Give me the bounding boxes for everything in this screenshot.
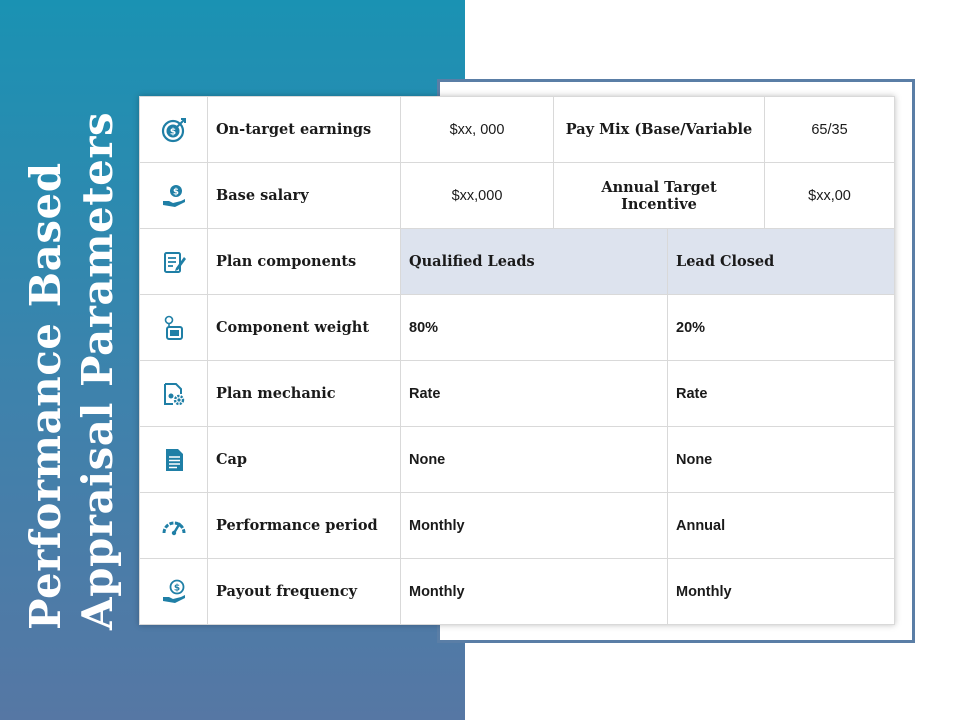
column-header: Qualified Leads xyxy=(401,229,668,295)
row-label: Plan mechanic xyxy=(208,361,401,427)
cell-value: 20% xyxy=(668,295,895,361)
document-gear-icon xyxy=(140,361,208,427)
cell-value: $xx, 000 xyxy=(401,97,554,163)
weight-scale-icon xyxy=(140,295,208,361)
cell-value: Monthly xyxy=(401,493,668,559)
hand-coin-icon xyxy=(140,163,208,229)
parameters-table xyxy=(139,96,895,625)
document-pen-icon xyxy=(140,229,208,295)
svg-text:$: $ xyxy=(169,127,176,137)
cell-value: 80% xyxy=(401,295,668,361)
cell-heading: Pay Mix (Base/Variable xyxy=(554,97,765,163)
hand-dollar-icon xyxy=(140,559,208,625)
target-dollar-icon xyxy=(140,97,208,163)
row-label: Base salary xyxy=(208,163,401,229)
table-row xyxy=(140,361,895,427)
row-label: Payout frequency xyxy=(208,559,401,625)
cell-heading: Annual Target Incentive xyxy=(554,163,765,229)
row-label: Plan components xyxy=(208,229,401,295)
table-row xyxy=(140,229,895,295)
svg-text:$: $ xyxy=(173,583,180,593)
row-label: On-target earnings xyxy=(208,97,401,163)
cell-value: Monthly xyxy=(401,559,668,625)
table-row xyxy=(140,559,895,625)
page-title xyxy=(20,70,130,630)
row-label: Component weight xyxy=(208,295,401,361)
cell-value: Rate xyxy=(668,361,895,427)
speedometer-icon xyxy=(140,493,208,559)
document-icon xyxy=(140,427,208,493)
title-line-1: Performance Based xyxy=(21,162,70,630)
column-header: Lead Closed xyxy=(668,229,895,295)
title-line-2: Appraisal Parameters xyxy=(73,111,122,630)
cell-value: $xx,00 xyxy=(765,163,895,229)
cell-value: None xyxy=(668,427,895,493)
cell-value: Monthly xyxy=(668,559,895,625)
cell-value: None xyxy=(401,427,668,493)
table-row xyxy=(140,493,895,559)
cell-value: Annual xyxy=(668,493,895,559)
cell-value: 65/35 xyxy=(765,97,895,163)
table-row xyxy=(140,427,895,493)
row-label: Cap xyxy=(208,427,401,493)
table-row xyxy=(140,97,895,163)
svg-text:$: $ xyxy=(172,187,179,197)
cell-value: $xx,000 xyxy=(401,163,554,229)
table-row xyxy=(140,295,895,361)
table-row xyxy=(140,163,895,229)
row-label: Performance period xyxy=(208,493,401,559)
cell-value: Rate xyxy=(401,361,668,427)
